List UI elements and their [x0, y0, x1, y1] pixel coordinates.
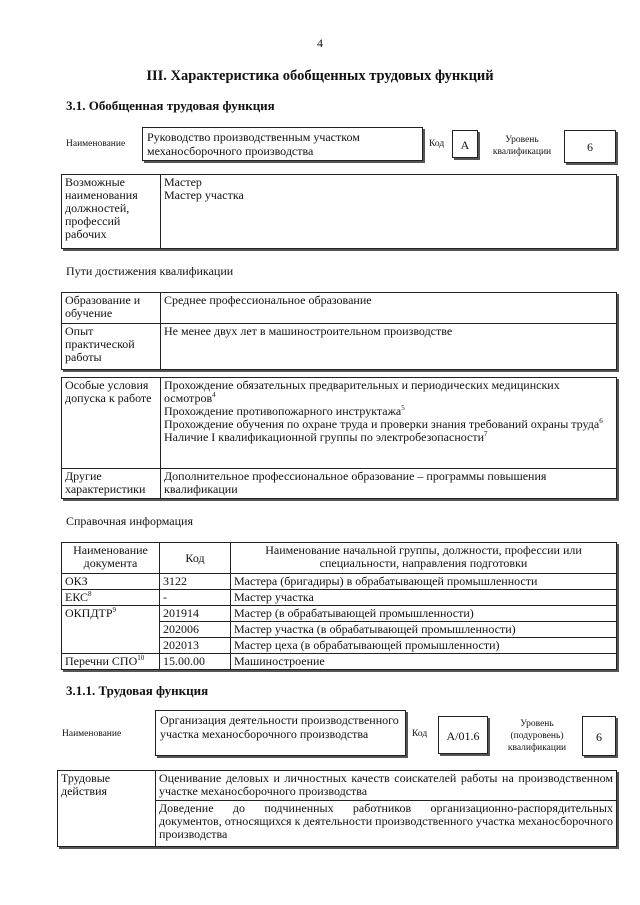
condition-item: Наличие I квалификационной группы по электробезопасности$^7$ [164, 430, 488, 444]
position-item: Мастер участка [164, 188, 244, 202]
other-value: Дополнительное профессиональное образование – программы повышения квалификации [161, 469, 617, 499]
gtf-code-box [452, 130, 478, 158]
paths-title: Пути достижения квалификации [66, 264, 234, 278]
tf-name-value: Организация деятельности производственного участка механосборочного производства [160, 713, 399, 741]
reference-table [61, 542, 617, 670]
gtf-level-value: 6 [587, 140, 593, 154]
positions-table [61, 174, 617, 249]
conditions-table [61, 377, 617, 499]
page-number: 4 [317, 36, 323, 50]
table-row: 202013 Мастер цеха (в обрабатывающей промышленности) [62, 638, 617, 654]
table-row: Перечни СПО$^{10}$ 15.00.00 Машиностроение [62, 654, 617, 670]
gtf-name-label: Наименование [66, 139, 126, 149]
table-row: ОКЗ 3122 Мастера (бригадиры) в обрабатывающей промышленности [62, 574, 617, 590]
gtf-code-value: A [460, 138, 470, 152]
table-row: ЕКС$^8$ - Мастер участка [62, 590, 617, 606]
table-row: ОКПДТР$^9$ 201914 Мастер (в обрабатывающей промышленности) [62, 606, 617, 622]
gtf-name-box [142, 127, 423, 161]
positions-label: Возможные наименования должностей, профессий рабочих [62, 175, 161, 249]
condition-item: Прохождение противопожарного инструктажа$^5$ [164, 404, 405, 418]
tf-code-label: Код [412, 729, 428, 739]
tf-code-value: A/01.6 [446, 729, 480, 743]
action-item: Оценивание деловых и личностных качеств соискателей работы на производственном участке механосборочного производства [156, 771, 617, 801]
tf-code-box [438, 716, 488, 754]
gtf-name-value: Руководство производственным участком механосборочного производства [147, 130, 360, 158]
gtf-level-label: Уровень квалификации [492, 135, 552, 157]
tf-heading: 3.1.1. Трудовая функция [66, 683, 209, 698]
experience-label: Опыт практической работы [62, 324, 161, 370]
condition-item: Прохождение обучения по охране труда и проверки знания требований охраны труда$^6$ [164, 417, 603, 431]
paths-table [61, 292, 617, 370]
ref-header-doc: Наименование документа [62, 543, 160, 574]
tf-level-value: 6 [596, 730, 602, 744]
conditions-label: Особые условия допуска к работе [62, 378, 161, 469]
ref-header-code: Код [160, 543, 231, 574]
position-item: Мастер [164, 175, 202, 189]
tf-name-box [155, 710, 406, 756]
gtf-level-box [564, 130, 616, 163]
experience-value: Не менее двух лет в машиностроительном производстве [161, 324, 617, 370]
education-label: Образование и обучение [62, 293, 161, 324]
ref-header-name: Наименование начальной группы, должности, профессии или специальности, направления подготовки [231, 543, 617, 574]
tf-name-label: Наименование [62, 729, 122, 739]
other-label: Другие характеристики [62, 469, 161, 499]
actions-label: Трудовые действия [58, 771, 156, 847]
positions-values [161, 175, 617, 249]
tf-level-box [582, 716, 616, 756]
section-title: III. Характеристика обобщенных трудовых функций [146, 68, 494, 84]
reference-title: Справочная информация [66, 514, 193, 528]
tf-level-label: Уровень (подуровень) квалификации [507, 719, 567, 753]
education-value: Среднее профессиональное образование [161, 293, 617, 324]
condition-item: Прохождение обязательных предварительных и периодических медицинских осмотров$^4$ [164, 378, 560, 405]
action-item: Доведение до подчиненных работников организационно-распорядительных документов, относящихся к деятельности производственного участка механосборочного производства [156, 801, 617, 847]
gtf-heading: 3.1. Обобщенная трудовая функция [66, 98, 275, 113]
gtf-code-label: Код [429, 139, 445, 149]
table-row: 202006 Мастер участка (в обрабатывающей промышленности) [62, 622, 617, 638]
actions-table [57, 770, 617, 847]
conditions-values [161, 378, 617, 469]
